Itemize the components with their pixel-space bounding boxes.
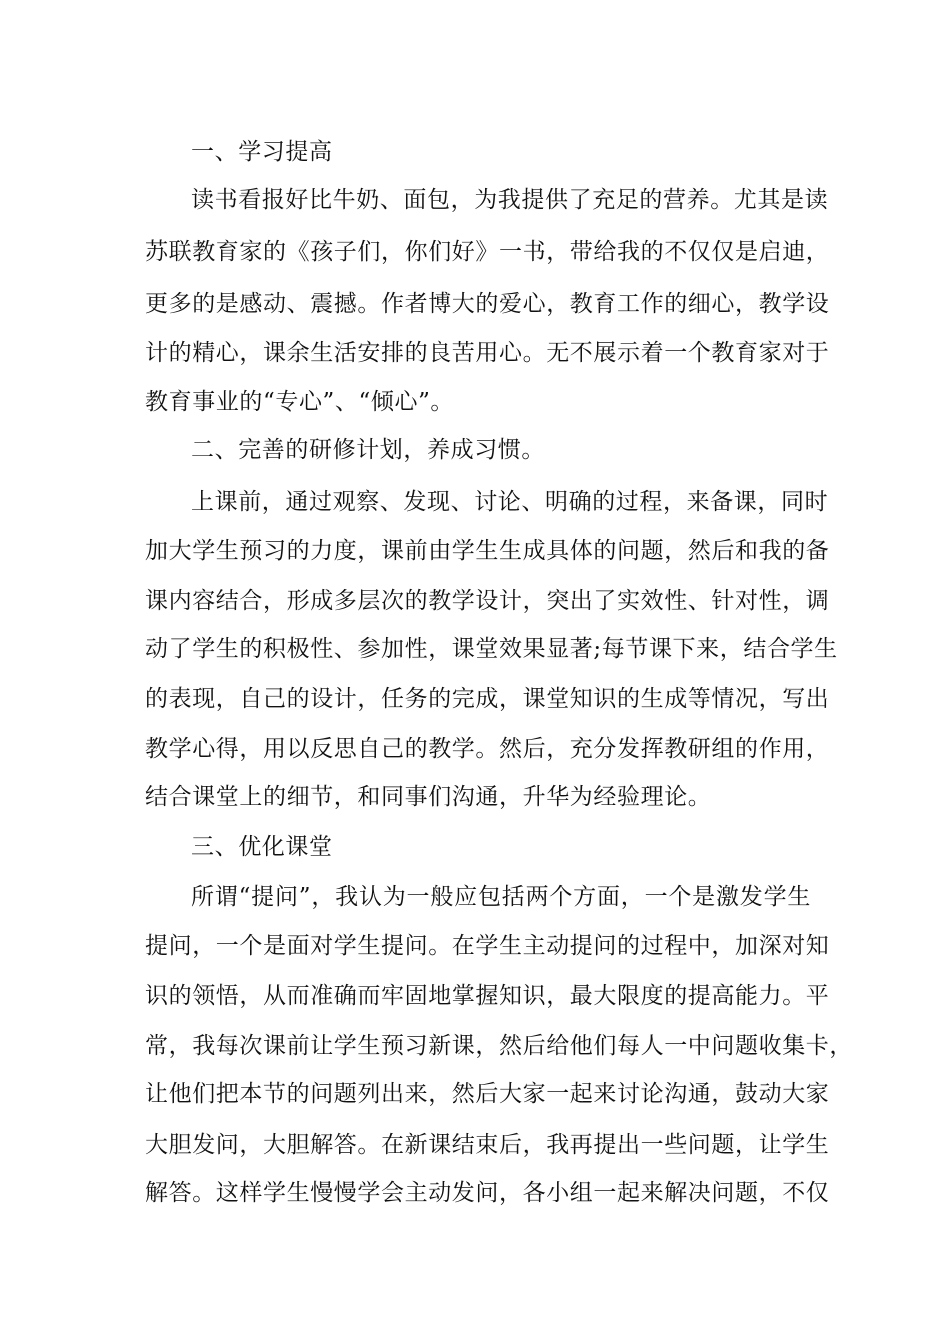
paragraph-line: 解答。这样学生慢慢学会主动发问，各小组一起来解决问题，不仅 xyxy=(145,1180,830,1206)
paragraph-line: 提问，一个是面对学生提问。在学生主动提问的过程中，加深对知 xyxy=(145,933,830,959)
paragraph-line: 所谓“提问”，我认为一般应包括两个方面，一个是激发学生 xyxy=(191,884,811,910)
paragraph-line: 结合课堂上的细节，和同事们沟通，升华为经验理论。 xyxy=(145,784,712,810)
paragraph-line: 加大学生预习的力度，课前由学生生成具体的问题，然后和我的备 xyxy=(145,538,830,564)
paragraph-line: 大胆发问，大胆解答。在新课结束后，我再提出一些问题，让学生 xyxy=(145,1132,830,1158)
paragraph-line: 更多的是感动、震撼。作者博大的爱心，教育工作的细心，教学设 xyxy=(145,291,830,317)
paragraph-line: 教育事业的“专心”、“倾心”。 xyxy=(145,389,455,415)
paragraph-line: 上课前，通过观察、发现、讨论、明确的过程，来备课，同时 xyxy=(191,489,829,515)
paragraph-line: 动了学生的积极性、参加性，课堂效果显著;每节课下来，结合学生 xyxy=(145,636,838,662)
heading-2: 二、完善的研修计划，养成习惯。 xyxy=(191,437,545,463)
paragraph-line: 识的领悟，从而准确而牢固地掌握知识，最大限度的提高能力。平 xyxy=(145,983,830,1009)
heading-1: 一、学习提高 xyxy=(191,139,333,165)
paragraph-line: 让他们把本节的问题列出来，然后大家一起来讨论沟通，鼓动大家 xyxy=(145,1081,830,1107)
paragraph-line: 常，我每次课前让学生预习新课，然后给他们每人一中问题收集卡， xyxy=(145,1033,853,1059)
paragraph-line: 课内容结合，形成多层次的教学设计，突出了实效性、针对性，调 xyxy=(145,588,830,614)
paragraph-line: 计的精心，课余生活安排的良苦用心。无不展示着一个教育家对于 xyxy=(145,340,830,366)
paragraph-line: 教学心得，用以反思自己的教学。然后，充分发挥教研组的作用， xyxy=(145,736,830,762)
paragraph-line: 读书看报好比牛奶、面包，为我提供了充足的营养。尤其是读 xyxy=(191,187,829,213)
heading-3: 三、优化课堂 xyxy=(191,834,333,860)
paragraph-line: 的表现，自己的设计，任务的完成，课堂知识的生成等情况，写出 xyxy=(145,686,830,712)
paragraph-line: 苏联教育家的《孩子们，你们好》一书，带给我的不仅仅是启迪， xyxy=(145,239,830,265)
